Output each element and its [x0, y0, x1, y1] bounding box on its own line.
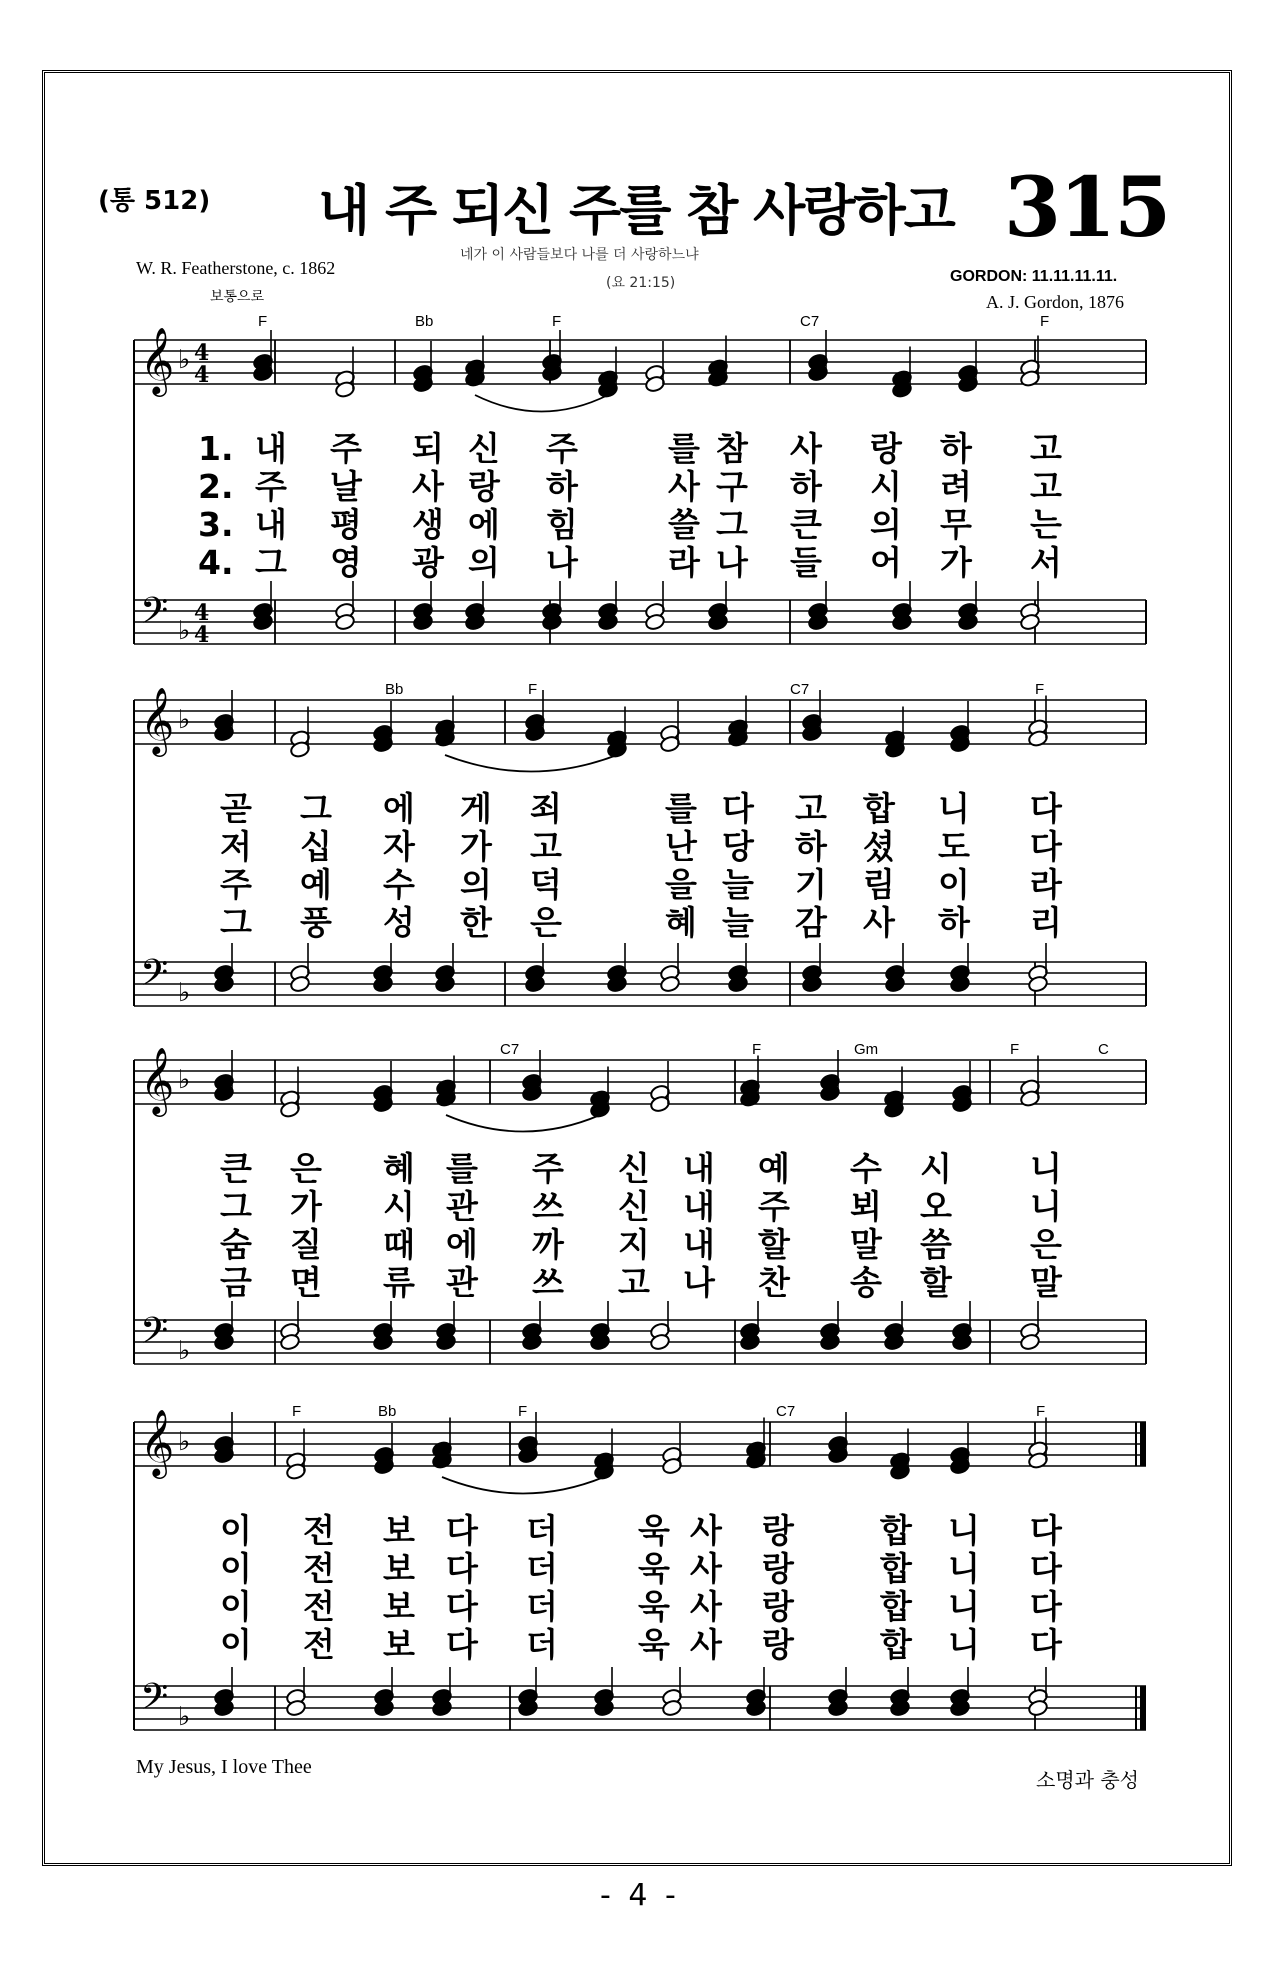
lyric-syllable: 나 [683, 1263, 715, 1302]
lyric-syllable: 다 [1030, 1511, 1062, 1550]
lyric-syllable: 쓸 [668, 505, 700, 544]
lyric-syllable: 하 [795, 827, 827, 866]
lyric-syllable: 이 [938, 865, 970, 904]
bass-clef: 𝄢 [140, 952, 169, 1003]
lyric-syllable: 욱 [638, 1511, 670, 1550]
lyric-syllable: 더 [526, 1625, 558, 1664]
lyric-syllable: 합 [880, 1587, 912, 1626]
key-flat: ♭ [178, 978, 191, 1008]
chord-symbol: F [528, 681, 538, 698]
lyric-syllable: 내 [255, 505, 287, 544]
chord-symbol: F [1035, 681, 1045, 698]
treble-clef: 𝄞 [140, 326, 175, 394]
lyric-syllable: 합 [880, 1549, 912, 1588]
lyric-syllable: 랑 [762, 1587, 794, 1626]
lyric-syllable: 에 [468, 505, 500, 544]
lyric-syllable: 풍 [300, 903, 332, 942]
lyric-syllable: 씀 [920, 1225, 952, 1264]
bass-clef: 𝄢 [140, 1676, 169, 1727]
lyric-syllable: 이 [220, 1587, 252, 1626]
lyric-syllable: 랑 [468, 467, 500, 506]
lyric-syllable: 무 [940, 505, 972, 544]
hymn-number: 315 [1004, 160, 1170, 256]
lyric-syllable: 나 [716, 543, 748, 582]
tie-slur [475, 395, 608, 412]
final-bar-thick [1140, 1686, 1146, 1730]
lyric-syllable: 성 [383, 903, 415, 942]
lyric-syllable: 게 [460, 789, 492, 828]
lyric-syllable: 십 [300, 827, 332, 866]
lyric-syllable: 때 [383, 1225, 415, 1264]
page-number-footer: - 4 - [600, 1878, 680, 1913]
lyric-syllable: 그 [220, 903, 252, 942]
lyric-syllable: 전 [303, 1549, 335, 1588]
lyric-syllable: 고 [618, 1263, 650, 1302]
lyric-syllable: 류 [383, 1263, 415, 1302]
tie-slur [442, 1477, 604, 1494]
lyric-syllable: 예 [758, 1149, 790, 1188]
key-flat: ♭ [178, 345, 191, 375]
chord-symbol: F [552, 313, 562, 330]
lyric-syllable: 혜 [665, 903, 697, 942]
lyric-syllable: 의 [870, 505, 902, 544]
lyric-syllable: 덕 [530, 865, 562, 904]
tie-slur [445, 755, 617, 772]
lyric-syllable: 다 [446, 1511, 478, 1550]
composer-credit: A. J. Gordon, 1876 [986, 292, 1124, 312]
lyric-syllable: 힘 [546, 505, 578, 544]
lyric-syllable: 욱 [638, 1587, 670, 1626]
lyric-syllable: 늘 [722, 865, 754, 904]
lyric-syllable: 다 [1030, 827, 1062, 866]
hymn-old-number: (통 512) [98, 186, 211, 216]
lyric-syllable: 니 [1030, 1149, 1062, 1188]
lyric-syllable: 내 [683, 1149, 715, 1188]
lyric-syllable: 주 [255, 467, 287, 506]
chord-symbol: C [1098, 1041, 1109, 1058]
lyric-syllable: 쓰 [532, 1187, 564, 1226]
lyric-syllable: 서 [1030, 543, 1062, 582]
chord-symbol: F [518, 1403, 528, 1420]
lyric-syllable: 하 [940, 429, 972, 468]
lyric-syllable: 그 [220, 1187, 252, 1226]
lyric-syllable: 말 [850, 1225, 882, 1264]
hymn-category: 소명과 충성 [1036, 1768, 1139, 1792]
chord-symbol: F [1010, 1041, 1020, 1058]
lyric-syllable: 사 [863, 903, 895, 942]
treble-clef: 𝄞 [140, 1046, 175, 1114]
lyric-syllable: 사 [690, 1587, 722, 1626]
tune-name: GORDON: 11.11.11.11. [950, 268, 1118, 285]
lyric-syllable: 주 [532, 1149, 564, 1188]
lyric-syllable: 그 [716, 505, 748, 544]
lyric-syllable: 다 [722, 789, 754, 828]
lyric-syllable: 들 [790, 543, 822, 582]
lyric-syllable: 에 [383, 789, 415, 828]
lyric-syllable: 내 [683, 1225, 715, 1264]
treble-clef: 𝄞 [140, 686, 175, 754]
lyric-syllable: 어 [870, 543, 902, 582]
lyric-syllable: 송 [850, 1263, 882, 1302]
chord-symbol: Bb [415, 313, 434, 330]
lyric-syllable: 주 [330, 429, 362, 468]
lyric-syllable: 고 [530, 827, 562, 866]
lyric-syllable: 난 [665, 827, 697, 866]
lyric-syllable: 고 [1030, 467, 1062, 506]
lyric-syllable: 수 [383, 865, 415, 904]
lyric-syllable: 사 [668, 467, 700, 506]
lyric-syllable: 평 [330, 505, 362, 544]
lyric-syllable: 참 [716, 429, 748, 468]
lyric-syllable: 금 [220, 1263, 252, 1302]
lyric-syllable: 저 [220, 827, 252, 866]
lyric-syllable: 관 [446, 1187, 478, 1226]
time-signature-top: 4 [194, 340, 210, 366]
lyric-syllable: 니 [948, 1625, 980, 1664]
lyric-syllable: 려 [940, 467, 972, 506]
lyric-syllable: 보 [383, 1587, 415, 1626]
lyric-syllable: 까 [532, 1225, 564, 1264]
chord-symbol: Bb [385, 681, 404, 698]
lyric-syllable: 가 [940, 543, 972, 582]
lyric-syllable: 합 [863, 789, 895, 828]
lyric-syllable: 신 [618, 1149, 650, 1188]
lyric-syllable: 사 [690, 1511, 722, 1550]
lyric-syllable: 니 [948, 1587, 980, 1626]
time-signature-bottom: 4 [194, 362, 210, 388]
lyric-syllable: 할 [920, 1263, 952, 1302]
lyric-syllable: 주 [758, 1187, 790, 1226]
tempo-marking: 보통으로 [210, 289, 265, 305]
lyric-syllable: 은 [1030, 1225, 1062, 1264]
lyric-syllable: 의 [468, 543, 500, 582]
verse-number: 3. [198, 505, 234, 544]
lyric-syllable: 한 [460, 903, 492, 942]
lyric-syllable: 기 [795, 865, 827, 904]
lyric-syllable: 가 [290, 1187, 322, 1226]
lyric-syllable: 욱 [638, 1625, 670, 1664]
verse-number: 1. [198, 429, 234, 468]
lyric-syllable: 지 [618, 1225, 650, 1264]
key-flat: ♭ [178, 1336, 191, 1366]
lyric-syllable: 다 [446, 1587, 478, 1626]
lyric-syllable: 이 [220, 1625, 252, 1664]
lyric-syllable: 를 [446, 1149, 478, 1188]
lyric-syllable: 하 [938, 903, 970, 942]
english-title: My Jesus, I love Thee [136, 1756, 312, 1778]
chord-symbol: F [292, 1403, 302, 1420]
lyric-syllable: 고 [795, 789, 827, 828]
lyric-syllable: 라 [1030, 865, 1062, 904]
lyric-syllable: 니 [948, 1511, 980, 1550]
lyric-syllable: 니 [938, 789, 970, 828]
lyric-syllable: 생 [412, 505, 444, 544]
lyric-syllable: 시 [870, 467, 902, 506]
lyric-syllable: 다 [446, 1625, 478, 1664]
lyric-syllable: 사 [790, 429, 822, 468]
lyric-syllable: 다 [1030, 789, 1062, 828]
verse-number: 2. [198, 467, 234, 506]
chord-symbol: C7 [500, 1041, 520, 1058]
lyric-syllable: 랑 [762, 1625, 794, 1664]
lyric-syllable: 사 [690, 1549, 722, 1588]
lyric-syllable: 이 [220, 1511, 252, 1550]
scripture-quote: 네가 이 사람들보다 나를 더 사랑하느냐 [460, 247, 699, 263]
chord-symbol: Gm [854, 1041, 879, 1058]
lyric-syllable: 예 [300, 865, 332, 904]
time-signature-bottom: 4 [194, 622, 210, 648]
lyric-syllable: 영 [330, 543, 362, 582]
lyric-syllable: 오 [920, 1187, 952, 1226]
treble-clef: 𝄞 [140, 1408, 175, 1476]
chord-symbol: C7 [790, 681, 810, 698]
lyric-syllable: 더 [526, 1511, 558, 1550]
lyric-syllable: 니 [948, 1549, 980, 1588]
lyric-syllable: 이 [220, 1549, 252, 1588]
lyric-syllable: 할 [758, 1225, 790, 1264]
lyric-syllable: 사 [412, 467, 444, 506]
lyric-syllable: 주 [220, 865, 252, 904]
lyric-syllable: 숨 [220, 1225, 252, 1264]
lyric-syllable: 신 [468, 429, 500, 468]
lyric-syllable: 다 [1030, 1625, 1062, 1664]
chord-symbol: C7 [800, 313, 820, 330]
lyric-syllable: 을 [665, 865, 697, 904]
lyric-syllable: 내 [683, 1187, 715, 1226]
key-flat: ♭ [178, 616, 191, 646]
lyric-syllable: 뵈 [850, 1187, 882, 1226]
lyric-syllable: 나 [546, 543, 578, 582]
tie-slur [446, 1115, 600, 1132]
final-bar-thick [1140, 1422, 1146, 1466]
lyric-syllable: 당 [722, 827, 754, 866]
chord-symbol: Bb [378, 1403, 397, 1420]
lyric-syllable: 전 [303, 1587, 335, 1626]
lyric-syllable: 랑 [870, 429, 902, 468]
lyric-syllable: 내 [255, 429, 287, 468]
lyric-syllable: 를 [665, 789, 697, 828]
chord-symbol: F [1040, 313, 1050, 330]
scripture-reference: (요 21:15) [606, 275, 676, 291]
lyric-syllable: 를 [668, 429, 700, 468]
lyric-syllable: 니 [1030, 1187, 1062, 1226]
lyric-syllable: 셨 [863, 827, 895, 866]
lyric-syllable: 합 [880, 1625, 912, 1664]
lyric-syllable: 되 [412, 429, 444, 468]
lyric-syllable: 구 [716, 467, 748, 506]
lyric-syllable: 그 [300, 789, 332, 828]
lyric-syllable: 더 [526, 1587, 558, 1626]
hymn-title: 내 주 되신 주를 참 사랑하고 [318, 179, 954, 242]
lyric-syllable: 그 [255, 543, 287, 582]
lyric-syllable: 다 [1030, 1587, 1062, 1626]
lyric-syllable: 리 [1030, 903, 1062, 942]
lyric-syllable: 쓰 [532, 1263, 564, 1302]
lyric-syllable: 하 [546, 467, 578, 506]
lyric-syllable: 욱 [638, 1549, 670, 1588]
verse-number: 4. [198, 543, 234, 582]
chord-symbol: F [1036, 1403, 1046, 1420]
lyric-syllable: 곧 [220, 789, 252, 828]
lyric-syllable: 큰 [220, 1149, 252, 1188]
lyric-syllable: 늘 [722, 903, 754, 942]
lyric-syllable: 도 [938, 827, 970, 866]
lyric-syllable: 날 [330, 467, 362, 506]
time-signature-top: 4 [194, 600, 210, 626]
lyric-syllable: 시 [383, 1187, 415, 1226]
lyric-syllable: 합 [880, 1511, 912, 1550]
lyric-syllable: 죄 [530, 789, 562, 828]
key-flat: ♭ [178, 1065, 191, 1095]
lyric-syllable: 시 [920, 1149, 952, 1188]
lyric-syllable: 전 [303, 1625, 335, 1664]
lyric-syllable: 은 [530, 903, 562, 942]
chord-symbol: C7 [776, 1403, 796, 1420]
lyric-syllable: 광 [412, 543, 444, 582]
lyric-syllable: 수 [850, 1149, 882, 1188]
lyric-syllable: 자 [383, 827, 415, 866]
key-flat: ♭ [178, 705, 191, 735]
lyric-syllable: 는 [1030, 505, 1062, 544]
bass-clef: 𝄢 [140, 1310, 169, 1361]
lyric-syllable: 하 [790, 467, 822, 506]
lyric-syllable: 의 [460, 865, 492, 904]
lyric-syllable: 관 [446, 1263, 478, 1302]
lyric-syllable: 보 [383, 1625, 415, 1664]
lyric-syllable: 큰 [790, 505, 822, 544]
lyric-syllable: 은 [290, 1149, 322, 1188]
lyric-syllable: 다 [446, 1549, 478, 1588]
lyric-syllable: 에 [446, 1225, 478, 1264]
lyric-syllable: 고 [1030, 429, 1062, 468]
lyric-syllable: 보 [383, 1511, 415, 1550]
lyric-syllable: 랑 [762, 1511, 794, 1550]
lyric-syllable: 사 [690, 1625, 722, 1664]
lyric-syllable: 면 [290, 1263, 322, 1302]
lyric-syllable: 보 [383, 1549, 415, 1588]
lyricist-credit: W. R. Featherstone, c. 1862 [136, 258, 336, 278]
lyric-syllable: 전 [303, 1511, 335, 1550]
lyric-syllable: 찬 [758, 1263, 790, 1302]
chord-symbol: F [258, 313, 268, 330]
lyric-syllable: 다 [1030, 1549, 1062, 1588]
bass-clef: 𝄢 [140, 590, 169, 641]
lyric-syllable: 질 [290, 1225, 322, 1264]
lyric-syllable: 림 [863, 865, 895, 904]
lyric-syllable: 말 [1030, 1263, 1062, 1302]
lyric-syllable: 신 [618, 1187, 650, 1226]
lyric-syllable: 랑 [762, 1549, 794, 1588]
lyric-syllable: 혜 [383, 1149, 415, 1188]
key-flat: ♭ [178, 1427, 191, 1457]
lyric-syllable: 가 [460, 827, 492, 866]
lyric-syllable: 주 [546, 429, 578, 468]
chord-symbol: F [752, 1041, 762, 1058]
key-flat: ♭ [178, 1702, 191, 1732]
lyric-syllable: 라 [668, 543, 700, 582]
lyric-syllable: 감 [795, 903, 827, 942]
lyric-syllable: 더 [526, 1549, 558, 1588]
